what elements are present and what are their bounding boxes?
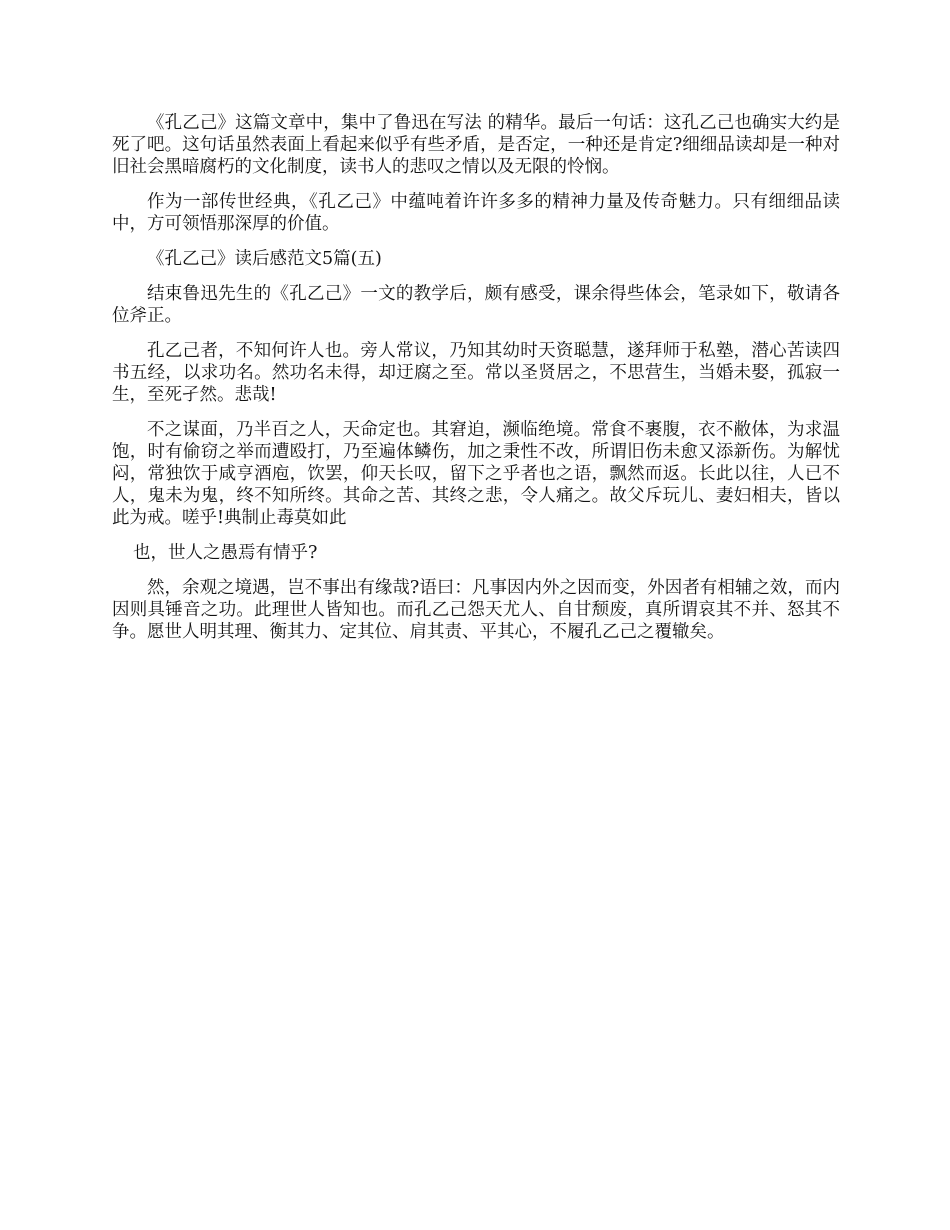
- paragraph-1: 《孔乙己》这篇文章中，集中了鲁迅在写法 的精华。最后一句话：这孔乙己也确实大约是死了吧。这句话虽然表面上看起来似乎有些矛盾，是否定，一种还是肯定?细细品读却是一种对旧社会黑暗腐朽的文化制度，读书人的悲叹之情以及无限的怜悯。: [112, 113, 840, 177]
- paragraph-2: 作为一部传世经典，《孔乙己》中蕴吨着许许多多的精神力量及传奇魅力。只有细细品读中，方可领悟那深厚的价值。: [112, 192, 840, 234]
- paragraph-5: 不之谋面，乃半百之人，天命定也。其窘迫，濒临绝境。常食不裹腹，衣不敝体，为求温饱，时有偷窃之举而遭殴打，乃至遍体鳞伤，加之秉性不改，所谓旧伤未愈又添新伤。为解忧闷，常独饮于咸亨酒庖，饮罢，仰天长叹，留下之乎者也之语，飘然而返。长此以往，人已不人，鬼未为鬼，终不知所终。其命之苦、其终之悲，令人痛之。故父斥玩儿、妻妇相夫，皆以此为戒。嗟乎!典制止毒莫如此: [112, 420, 840, 528]
- paragraph-7: 然，余观之境遇，岂不事出有缘哉?语曰：凡事因内外之因而变，外因者有相辅之效，而内因则具锤音之功。此理世人皆知也。而孔乙己怨天尤人、自甘颓废，真所谓哀其不并、怒其不争。愿世人明其理、衡其力、定其位、肩其责、平其心，不履孔乙己之覆辙矣。: [112, 578, 840, 642]
- document-body: [112, 112, 840, 656]
- paragraph-6: 也，世人之愚焉有情乎?: [133, 543, 318, 563]
- paragraph-4: 孔乙己者，不知何许人也。旁人常议，乃知其幼时天资聪慧，遂拜师于私塾，潜心苦读四书五经，以求功名。然功名未得，却迂腐之至。常以圣贤居之，不思营生，当婚未娶，孤寂一生，至死孑然。悲哉!: [112, 341, 840, 405]
- paragraph-3: 结束鲁迅先生的《孔乙己》一文的教学后，颇有感受，课余得些体会，笔录如下，敬请各位斧正。: [112, 284, 840, 326]
- section-heading: 《孔乙己》读后感范文5篇(五): [147, 249, 382, 269]
